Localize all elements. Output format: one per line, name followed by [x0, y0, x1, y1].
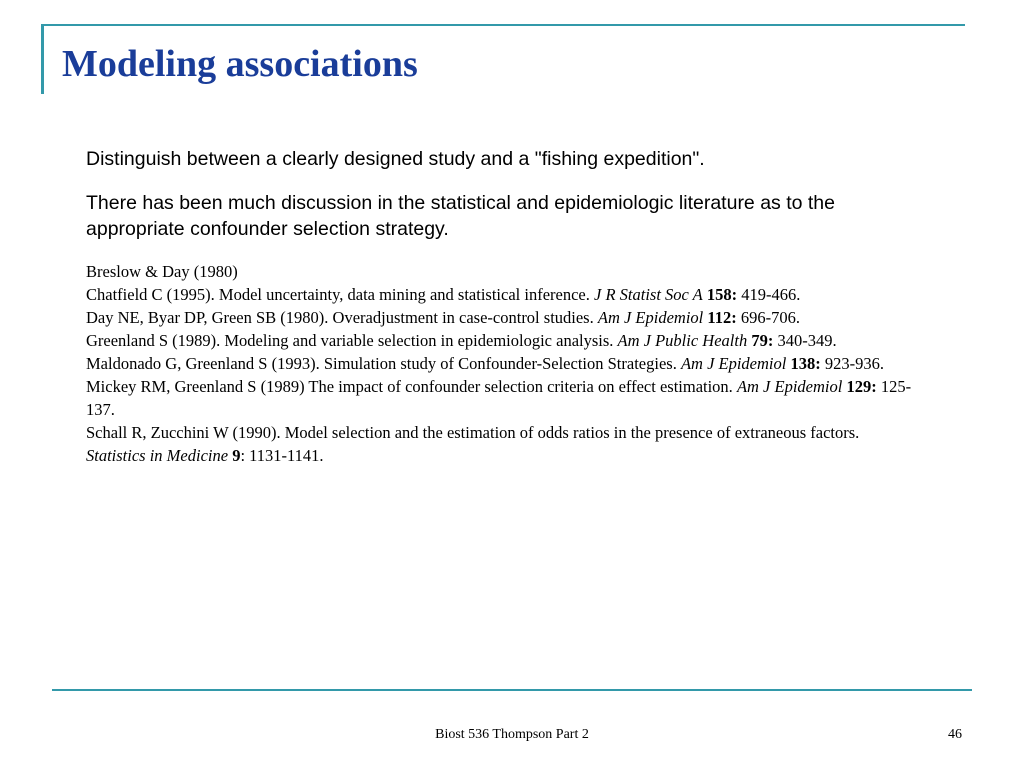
footer-label: Biost 536 Thompson Part 2	[435, 727, 589, 742]
reference-journal: Statistics in Medicine	[86, 446, 229, 465]
page-number: 46	[948, 727, 962, 742]
reference-pages: 419-466.	[737, 285, 801, 304]
reference-pages: 340-349.	[773, 331, 837, 350]
reference-volume: 129:	[846, 377, 877, 396]
reference-journal: Am J Epidemiol	[680, 354, 787, 373]
reference-journal: Am J Public Health	[617, 331, 748, 350]
reference-volume: 158:	[706, 285, 738, 304]
reference-item	[86, 421, 916, 467]
reference-text: Maldonado G, Greenland S (1993). Simulation study of Confounder-Selection Strategies.	[86, 354, 681, 373]
reference-journal: Am J Epidemiol	[597, 308, 704, 327]
reference-pages: 696-706.	[736, 308, 800, 327]
slide-title: Modeling associations	[62, 43, 418, 85]
reference-volume: 138:	[790, 354, 821, 373]
reference-text: Greenland S (1989). Modeling and variable selection in epidemiologic analysis.	[86, 331, 618, 350]
reference-pages: 125-137.	[86, 377, 912, 419]
reference-item	[86, 352, 916, 375]
paragraph-confounder-strategy: There has been much discussion in the statistical and epidemiologic literature as to the appropriate confounder selection strategy.	[86, 192, 835, 240]
reference-volume: 112:	[707, 308, 737, 327]
reference-list	[86, 260, 916, 467]
paragraph-fishing-expedition: Distinguish between a clearly designed study and a "fishing expedition".	[86, 148, 705, 170]
footer-rule	[52, 689, 972, 691]
reference-pages: 923-936.	[820, 354, 884, 373]
reference-item	[86, 306, 916, 329]
reference-text: Schall R, Zucchini W (1990). Model selection and the estimation of odds ratios in the presence of extraneous factors.	[86, 423, 860, 442]
reference-journal: Am J Epidemiol	[736, 377, 843, 396]
reference-text: Breslow & Day (1980)	[86, 262, 238, 281]
reference-item	[86, 260, 916, 283]
slide-body	[86, 146, 916, 467]
title-left-rule	[41, 24, 44, 94]
reference-text: Mickey RM, Greenland S (1989) The impact of confounder selection criteria on effect estimation.	[86, 377, 737, 396]
reference-pages: : 1131-1141.	[240, 446, 324, 465]
reference-volume: 9	[232, 446, 241, 465]
reference-text: Day NE, Byar DP, Green SB (1980). Overadjustment in case-control studies.	[86, 308, 598, 327]
reference-journal: J R Statist Soc A	[594, 285, 703, 304]
reference-volume: 79:	[751, 331, 774, 350]
reference-item	[86, 283, 916, 306]
reference-item	[86, 329, 916, 352]
title-top-rule	[41, 24, 965, 26]
reference-text: Chatfield C (1995). Model uncertainty, data mining and statistical inference.	[86, 285, 594, 304]
reference-item	[86, 375, 916, 421]
